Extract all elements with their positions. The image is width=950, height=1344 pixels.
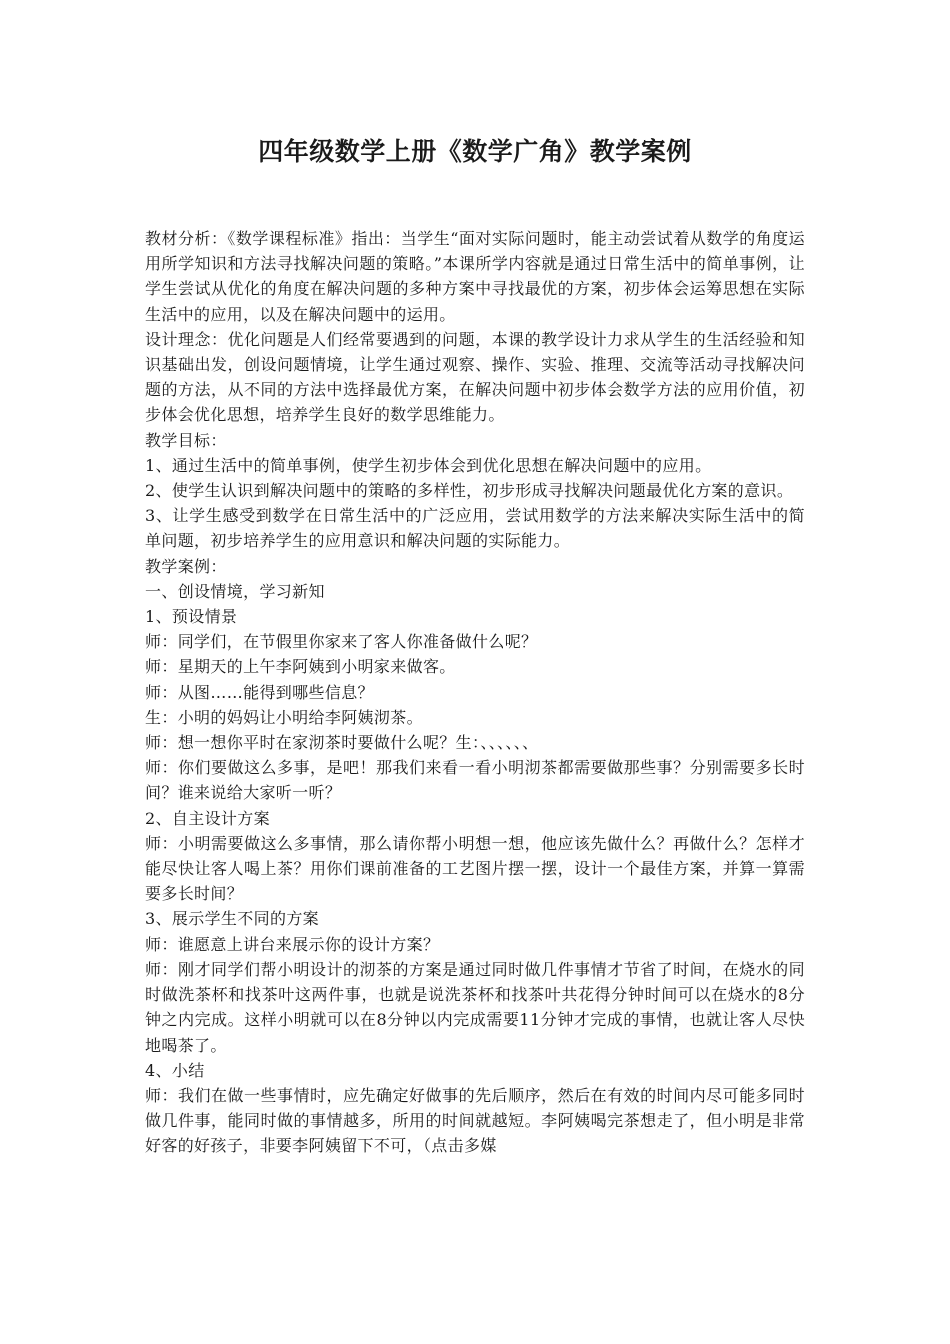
goal-item-1: 1、通过生活中的简单事例，使学生初步体会到优化思想在解决问题中的应用。: [145, 455, 712, 475]
paragraph-design-concept: 设计理念：优化问题是人们经常要遇到的问题，本课的教学设计力求从学生的生活经验和知识基础出发，创设问题情境，让学生通过观察、操作、实验、推理、交流等活动寻找解决问题的方法，从不同的方法中选择最优方案，在解决问题中初步体会数学方法的应用价值，初步体会优化思想，培养学生良好的数学思维能力。: [145, 329, 805, 425]
dialogue-line: 师：从图……能得到哪些信息？: [145, 682, 374, 702]
dialogue-line: 师：谁愿意上讲台来展示你的设计方案？: [145, 934, 440, 954]
subsection-heading-1: 1、预设情景: [145, 607, 238, 627]
subsection-heading-2: 2、自主设计方案: [145, 808, 270, 828]
heading-teaching-case: 教学案例：: [145, 556, 227, 576]
dialogue-line: 师：星期天的上午李阿姨到小明家来做客。: [145, 657, 456, 677]
dialogue-line: 师：我们在做一些事情时，应先确定好做事的先后顺序，然后在有效的时间内尽可能多同时做几件事，能同时做的事情越多，所用的时间就越短。李阿姨喝完茶想走了，但小明是非常好客的好孩子，非要李阿姨留下不可，（点击多媒: [145, 1085, 805, 1156]
goal-item-2: 2、使学生认识到解决问题中的策略的多样性，初步形成寻找解决问题最优化方案的意识。: [145, 481, 794, 501]
heading-teaching-goals: 教学目标：: [145, 430, 227, 450]
paragraph-material-analysis: 教材分析：《数学课程标准》指出：当学生“面对实际问题时，能主动尝试着从数学的角度运用所学知识和方法寻找解决问题的策略。”本课所学内容就是通过日常生活中的简单事例，让学生尝试从优化的角度在解决问题的多种方案中寻找最优的方案，初步体会运筹思想在实际生活中的应用，以及在解决问题中的运用。: [145, 229, 805, 324]
subsection-heading-3: 3、展示学生不同的方案: [145, 909, 320, 929]
dialogue-line: 师：小明需要做这么多事情，那么请你帮小明想一想，他应该先做什么？再做什么？怎样才能尽快让客人喝上茶？用你们课前准备的工艺图片摆一摆，设计一个最佳方案，并算一算需要多长时间？: [145, 833, 805, 904]
document-title: 四年级数学上册《数学广角》教学案例: [258, 137, 692, 166]
document-body: [145, 226, 805, 1159]
subsection-heading-4: 4、小结: [145, 1060, 205, 1080]
section-heading-1: 一、创设情境，学习新知: [145, 581, 325, 601]
dialogue-line: 师：你们要做这么多事，是吧！那我们来看一看小明沏茶都需要做那些事？分别需要多长时间？谁来说给大家听一听？: [145, 758, 805, 803]
dialogue-line: 生：小明的妈妈让小明给李阿姨沏茶。: [145, 707, 423, 727]
goal-item-3: 3、让学生感受到数学在日常生活中的广泛应用，尝试用数学的方法来解决实际生活中的简单问题，初步培养学生的应用意识和解决问题的实际能力。: [145, 506, 805, 551]
dialogue-line: 师：同学们，在节假里你家来了客人你准备做什么呢？: [145, 632, 538, 652]
dialogue-line: 师：想一想你平时在家沏茶时要做什么呢？生：、、、、、、: [145, 733, 539, 753]
dialogue-line: 师：刚才同学们帮小明设计的沏茶的方案是通过同时做几件事情才节省了时间，在烧水的同时做洗茶杯和找茶叶这两件事，也就是说洗茶杯和找茶叶共花得分钟时间可以在烧水的8分钟之内完成。这样小明就可以在8分钟以内完成需要11分钟才完成的事情，也就让客人尽快地喝茶了。: [145, 959, 805, 1055]
